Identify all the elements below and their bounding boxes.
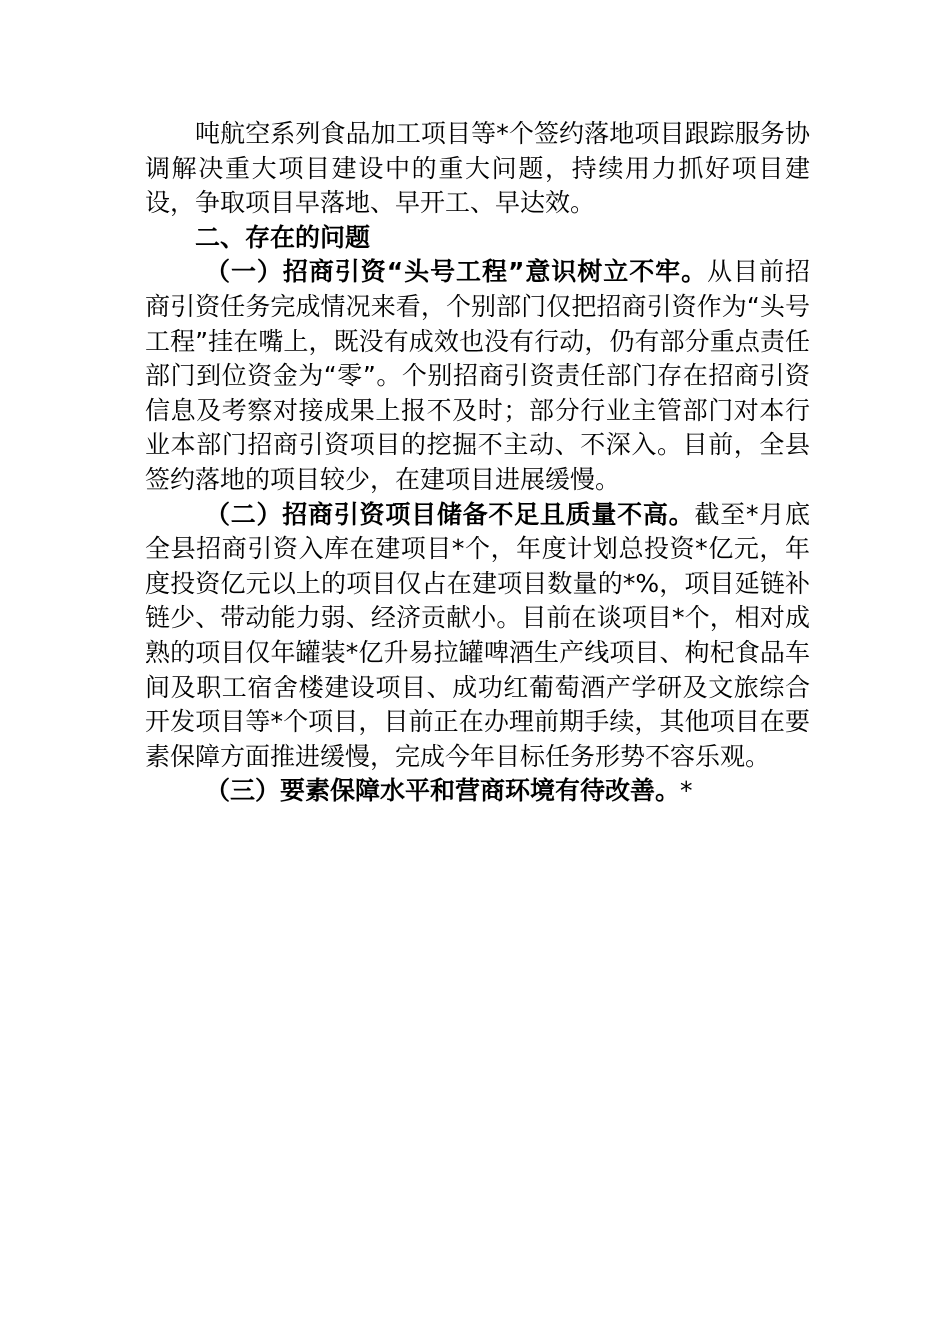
section-heading: 二、存在的问题 <box>195 222 371 252</box>
paragraph-continuation: 吨航空系列食品加工项目等*个签约落地项目跟踪服务协调解决重大项目建设中的重大问题，持续用力抓好项目建设，争取项目早落地、早开工、早达效。 <box>145 119 810 218</box>
issue-title-2: （二）招商引资项目储备不足且质量不高。 <box>205 499 695 529</box>
issue-body-1: 从目前招商引资任务完成情况来看，个别部门仅把招商引资作为“头号工程”挂在嘴上，既没有成效也没有行动，仍有部分重点责任部门到位资金为“零”。个别招商引资责任部门存在招商引资信息及考察对接成果上报不及时；部分行业主管部门对本行业本部门招商引资项目的挖掘不主动、不深入。目前，全县签约落地的项目较少，在建项目进展缓慢。 <box>145 257 810 494</box>
issue-paragraph-3 <box>145 774 810 809</box>
issue-title-1: （一）招商引资“头号工程”意识树立不牢。 <box>205 257 708 287</box>
document-body <box>145 117 810 809</box>
issue-title-3: （三）要素保障水平和营商环境有待改善。 <box>205 776 681 806</box>
issue-paragraph-1 <box>145 255 810 497</box>
issue-body-2: 截至*月底全县招商引资入库在建项目*个，年度计划总投资*亿元，年度投资亿元以上的项目仅占在建项目数量的*%，项目延链补链少、带动能力弱、经济贡献小。目前在谈项目*个，相对成熟的项目仅年罐装*亿升易拉罐啤酒生产线项目、枸杞食品车间及职工宿舍楼建设项目、成功红葡萄酒产学研及文旅综合开发项目等*个项目，目前正在办理前期手续，其他项目在要素保障方面推进缓慢，完成今年目标任务形势不容乐观。 <box>145 499 810 771</box>
issue-body-3: * <box>680 776 693 806</box>
issue-paragraph-2 <box>145 498 810 775</box>
